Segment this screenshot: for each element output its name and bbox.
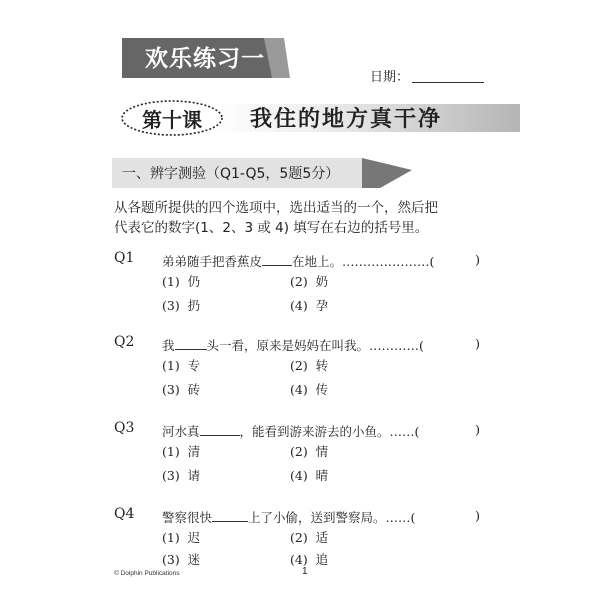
answer-bracket[interactable]: ) [475,336,480,351]
question-q1 [114,250,494,313]
question-text: 河水真 ，能看到游来游去的小鱼。……( [162,424,420,439]
question-text: 弟弟随手把香蕉皮 在地上。…………………( [162,254,435,269]
instruction-line-2: 代表它的数字(1、2、3 或 4) 填写在右边的括号里。 [114,220,429,236]
option-1: (1) 迟 [162,530,201,545]
question-number: Q1 [114,250,135,266]
question-number: Q2 [114,334,135,350]
answer-blank [262,255,292,266]
page-number: 1 [302,566,308,577]
option-2: (2) 转 [290,358,329,373]
question-q3 [114,420,494,483]
option-4: (4) 传 [290,382,329,397]
answer-bracket[interactable]: ) [475,508,480,523]
option-1: (1) 仍 [162,274,201,289]
instruction-line-1: 从各题所提供的四个选项中，选出适当的一个，然后把 [114,200,438,216]
option-1: (1) 清 [162,444,201,459]
answer-blank [200,425,240,436]
option-2: (2) 奶 [290,274,329,289]
option-2: (2) 适 [290,530,329,545]
option-3: (3) 扔 [162,298,201,313]
date-label: 日期： [370,70,410,85]
question-number: Q3 [114,420,135,436]
publisher-credit: © Dolphin Publications [114,570,180,577]
option-3: (3) 迷 [162,552,201,567]
option-4: (4) 孕 [290,298,329,313]
lesson-title: 我住的地方真干净 [250,106,443,132]
question-q4 [114,506,494,567]
option-2: (2) 情 [290,444,329,459]
option-1: (1) 专 [162,358,201,373]
answer-blank [212,511,248,522]
answer-bracket[interactable]: ) [475,422,480,437]
question-text: 我 头一看，原来是妈妈在叫我。…………( [162,338,424,353]
section-title: 一、辨字测验（Q1-Q5，5题5分） [122,166,340,182]
option-4: (4) 晴 [290,468,329,483]
question-q2 [114,334,494,397]
worksheet-title: 欢乐练习一 [145,46,265,72]
option-3: (3) 请 [162,468,201,483]
option-3: (3) 砖 [162,382,201,397]
answer-bracket[interactable]: ) [475,252,480,267]
option-4: (4) 追 [290,552,329,567]
answer-blank [175,339,207,350]
question-number: Q4 [114,506,135,522]
date-field[interactable] [412,82,484,83]
question-text: 警察很快 上了小偷，送到警察局。……( [162,510,416,525]
lesson-number: 第十课 [142,108,202,132]
